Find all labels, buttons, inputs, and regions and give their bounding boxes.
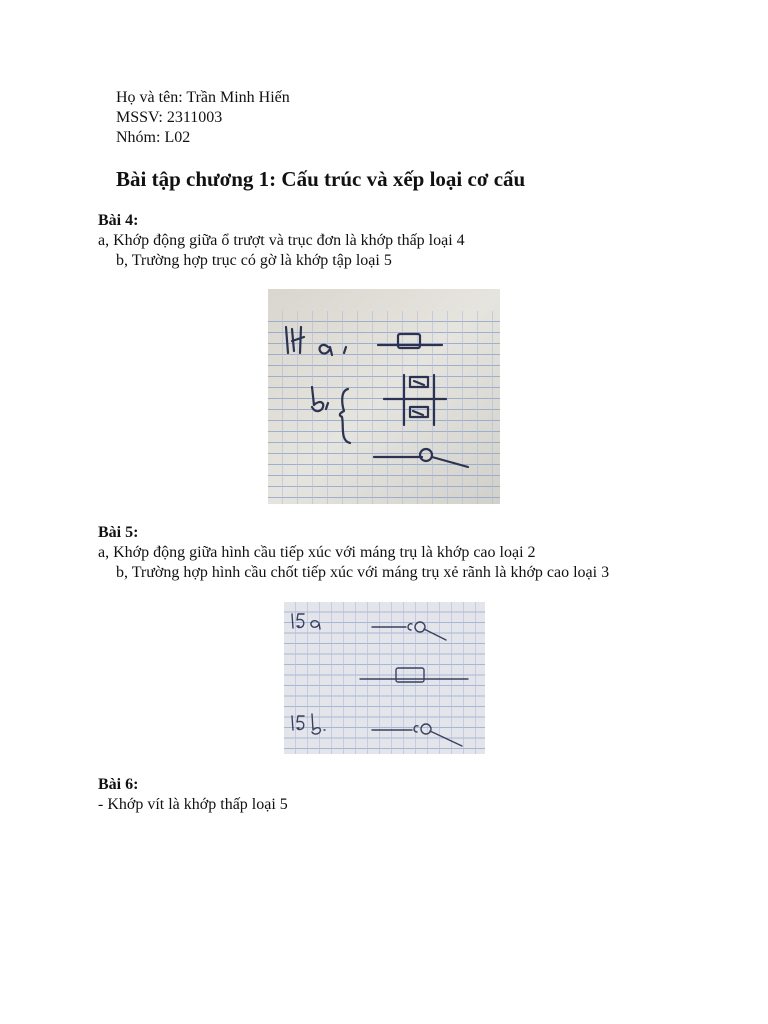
student-name: Họ và tên: Trần Minh Hiến: [116, 89, 290, 106]
student-id: MSSV: 2311003: [116, 109, 223, 126]
handwritten-sketch-photo-icon: [284, 602, 485, 754]
exercise-4-sketch-photo: [268, 289, 500, 504]
student-group: Nhóm: L02: [116, 129, 191, 146]
exercise-5-heading: Bài 5:: [98, 524, 139, 541]
exercise-6-heading: Bài 6:: [98, 776, 139, 793]
exercise-4-heading: Bài 4:: [98, 212, 139, 229]
exercise-5-line-a: a, Khớp động giữa hình cầu tiếp xúc với máng trụ là khớp cao loại 2: [98, 544, 536, 561]
exercise-5-line-b: b, Trường hợp hình cầu chốt tiếp xúc với máng trụ xẻ rãnh là khớp cao loại 3: [116, 564, 610, 581]
exercise-6-line: - Khớp vít là khớp thấp loại 5: [98, 796, 288, 813]
document-title: Bài tập chương 1: Cấu trúc và xếp loại cơ cấu: [116, 167, 526, 191]
exercise-5-sketch-photo: [284, 602, 485, 754]
exercise-4-line-a: a, Khớp động giữa ổ trượt và trục đơn là khớp thấp loại 4: [98, 232, 465, 249]
handwritten-sketch-photo-icon: [268, 289, 500, 504]
exercise-4-line-b: b, Trường hợp trục có gờ là khớp tập loại 5: [116, 252, 392, 269]
